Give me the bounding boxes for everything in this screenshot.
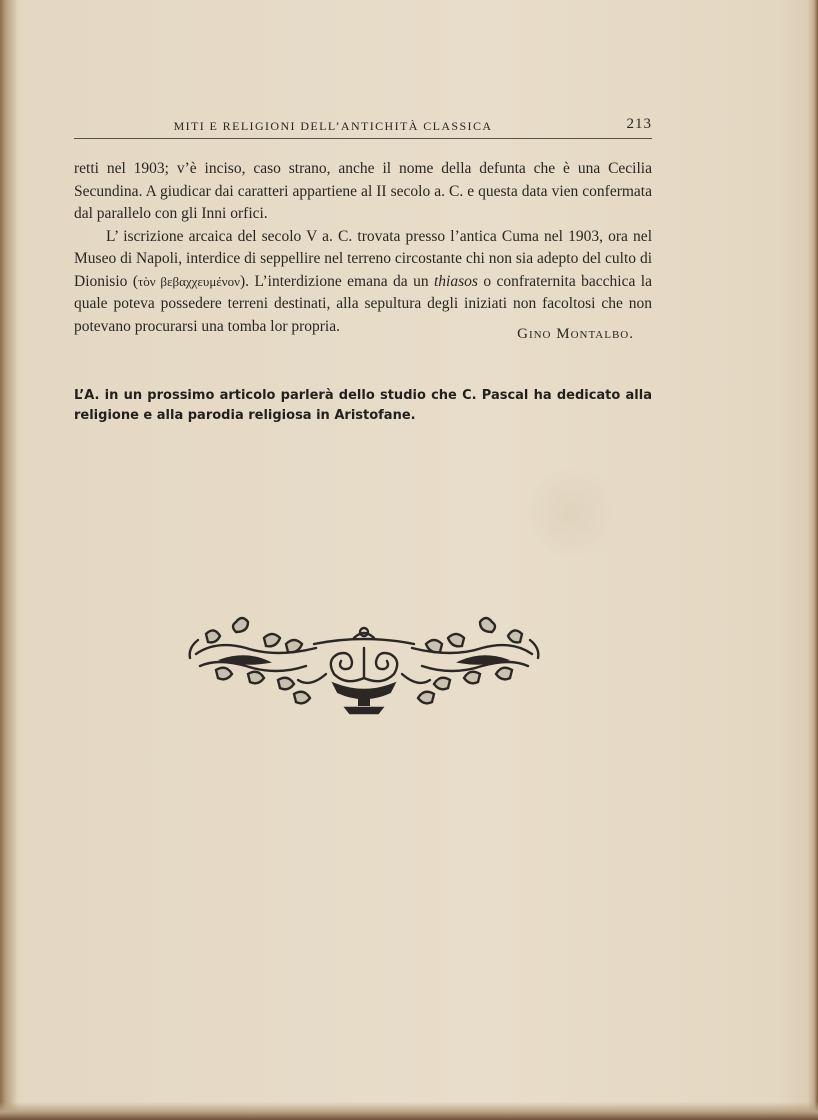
paragraph-2-part-1: L’ iscrizione arcaica del secolo V a. C. trovata presso l’antica Cuma nel 1903, ora nel Museo di Napoli, interdice di seppellire nel terreno circostante chi non sia adepto del culto di Dionisio ( — [74, 227, 652, 290]
page-right-edge — [808, 0, 818, 1120]
article-body — [74, 158, 652, 338]
page-number: 213 — [626, 116, 652, 132]
paragraph-2-part-2: ). L’interdizione emana da un — [240, 272, 434, 290]
running-title: MITI E RELIGIONI DELL’ANTICHITÀ CLASSICA — [173, 119, 493, 133]
paragraph-2 — [74, 226, 652, 339]
italic-term: thiasos — [434, 272, 478, 290]
paper-stain — [520, 468, 620, 558]
paragraph-2-part-3: o confraternita bacchica la quale poteva possedere terreni destinati, alla sepultura degli iniziati non facoltosi che non potevano procurarsi una tomba lor propria. — [74, 272, 652, 335]
paragraph-1: retti nel 1903; v’è inciso, caso strano, anche il nome della defunta che è una Cecilia Secundina. A giudicar dai caratteri appartiene al II secolo a. C. e questa data vien confermata dal parallelo con gli Inni orfici. — [74, 160, 652, 222]
floral-vase-ornament-icon — [186, 614, 542, 718]
page-bottom-edge — [0, 1102, 818, 1120]
running-header — [74, 116, 652, 139]
page-gutter-shadow — [0, 0, 18, 1120]
author-signature: Gino Montalbo. — [517, 326, 634, 342]
greek-phrase: τὸν βεβαχχευμένον — [137, 273, 241, 289]
editorial-note: L’A. in un prossimo articolo parlerà dello studio che C. Pascal ha dedicato alla religione e alla parodia religiosa in Aristofane. — [74, 388, 652, 423]
